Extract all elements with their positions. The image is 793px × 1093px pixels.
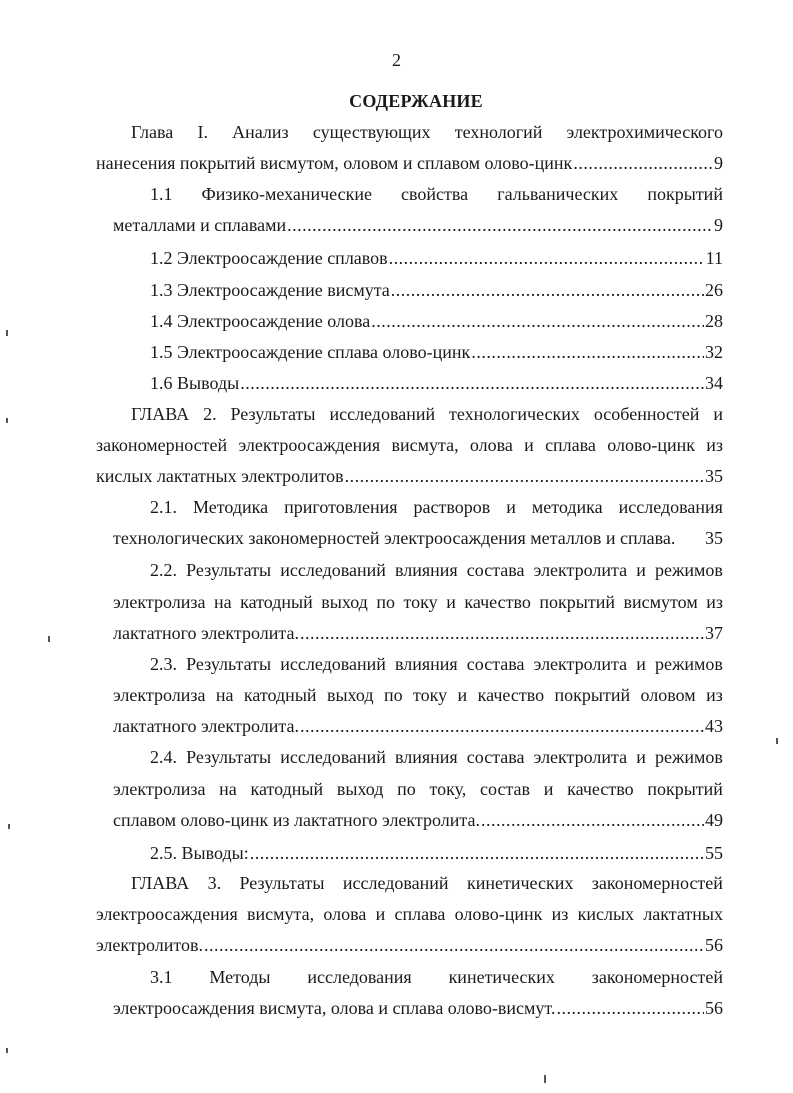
toc-entry-text: 2.5. Выводы: xyxy=(150,843,249,863)
toc-word: выход xyxy=(321,592,368,612)
toc-chapter-2-line-3[interactable] xyxy=(96,466,723,486)
dot-leader xyxy=(389,248,705,268)
toc-word: и xyxy=(446,592,456,612)
toc-word: приготовления xyxy=(284,497,398,517)
toc-word: на xyxy=(219,779,237,799)
toc-word: катодный xyxy=(243,685,317,705)
toc-word: Глава xyxy=(131,122,174,142)
toc-word: и xyxy=(636,560,646,580)
toc-chapter-3-line-2 xyxy=(96,904,723,924)
toc-section-1-5[interactable] xyxy=(150,342,723,362)
dot-leader xyxy=(287,215,713,235)
toc-word: закономерностей xyxy=(591,967,723,987)
scan-speck xyxy=(6,1048,8,1053)
toc-entry-text: технологических закономерностей электроосаждения металлов и сплава. xyxy=(113,528,676,548)
toc-chapter-2-line-2 xyxy=(96,435,723,455)
toc-word: Анализ xyxy=(232,122,289,142)
toc-entry-text: 1.3 Электроосаждение висмута xyxy=(150,280,390,300)
toc-word: олова xyxy=(469,435,513,455)
toc-page-number: 49 xyxy=(705,810,723,830)
toc-word: кинетических xyxy=(448,967,555,987)
toc-word: катодный xyxy=(240,592,313,612)
toc-word: электролиза xyxy=(113,592,206,612)
toc-word: кислых xyxy=(577,904,635,924)
toc-word: состав xyxy=(480,779,531,799)
toc-page-number: 35 xyxy=(705,466,723,486)
toc-word: покрытий xyxy=(647,779,723,799)
toc-word: Физико-механические xyxy=(201,184,372,204)
toc-section-1-1-line-2[interactable] xyxy=(113,215,723,235)
toc-page-number: 35 xyxy=(705,528,723,548)
toc-word: висмута, xyxy=(391,435,459,455)
scan-speck xyxy=(6,418,8,423)
toc-section-2-1-line-1 xyxy=(150,497,723,517)
toc-word: и xyxy=(543,779,554,799)
toc-word: исследования xyxy=(618,497,723,517)
toc-section-2-3-line-3[interactable] xyxy=(113,716,723,736)
toc-word: Результаты xyxy=(186,747,272,767)
toc-word: исследований xyxy=(329,404,436,424)
dot-leader xyxy=(204,935,704,955)
toc-word: току xyxy=(403,592,438,612)
toc-entry-text: кислых лактатных электролитов xyxy=(96,466,344,486)
toc-word: 2.1. xyxy=(150,497,177,517)
toc-page-number: 34 xyxy=(705,373,723,393)
toc-word: гальванических xyxy=(497,184,619,204)
toc-word: и xyxy=(713,404,723,424)
toc-page-number: 32 xyxy=(705,342,723,362)
toc-word: 2. xyxy=(203,404,217,424)
toc-entry-text: лактатного электролита. xyxy=(113,716,299,736)
toc-section-2-4-line-1 xyxy=(150,747,723,767)
toc-word: и xyxy=(636,654,646,674)
toc-entry-text: лактатного электролита. xyxy=(113,623,299,643)
toc-word: из xyxy=(706,435,723,455)
toc-chapter-1-line-2[interactable] xyxy=(96,153,723,173)
toc-word: свойства xyxy=(401,184,469,204)
scan-speck xyxy=(8,824,10,829)
toc-word: 2.2. xyxy=(150,560,177,580)
toc-entry-text: 1.4 Электроосаждение олова xyxy=(150,311,371,331)
toc-word: Методы xyxy=(209,967,271,987)
dot-leader xyxy=(300,716,704,736)
toc-section-1-6[interactable] xyxy=(150,373,723,393)
toc-word: лактатных xyxy=(643,904,723,924)
toc-word: электроосаждения xyxy=(238,435,381,455)
toc-word: по xyxy=(383,685,403,705)
toc-word: Результаты xyxy=(186,654,272,674)
dot-leader xyxy=(556,998,704,1018)
toc-section-2-2-line-2 xyxy=(113,592,723,612)
toc-section-2-3-line-2 xyxy=(113,685,723,705)
toc-word: режимов xyxy=(654,747,723,767)
toc-word: электролита xyxy=(533,654,628,674)
toc-word: режимов xyxy=(654,560,723,580)
toc-word: выход xyxy=(326,685,374,705)
toc-word: влияния xyxy=(394,560,458,580)
toc-word: 3. xyxy=(207,873,222,893)
scan-speck xyxy=(544,1075,546,1083)
toc-word: состава xyxy=(466,654,525,674)
toc-word: технологий xyxy=(454,122,543,142)
toc-word: из xyxy=(706,592,723,612)
toc-word: и xyxy=(506,497,516,517)
toc-entry-text: электролитов. xyxy=(96,935,203,955)
toc-word: 3.1 xyxy=(150,967,173,987)
toc-word: току, xyxy=(429,779,467,799)
toc-section-2-1-line-2[interactable] xyxy=(113,528,723,548)
toc-word: состава xyxy=(466,747,525,767)
toc-word: и xyxy=(375,904,386,924)
toc-word: режимов xyxy=(654,654,723,674)
toc-word: по xyxy=(376,592,396,612)
scan-speck xyxy=(6,330,8,336)
toc-word: влияния xyxy=(394,747,458,767)
toc-word: I. xyxy=(197,122,208,142)
toc-entry-text: 1.2 Электроосаждение сплавов xyxy=(150,248,388,268)
toc-word: электролиза xyxy=(113,685,206,705)
toc-word: ГЛАВА xyxy=(131,873,190,893)
toc-word: покрытий xyxy=(539,592,615,612)
toc-word: качество xyxy=(464,592,531,612)
toc-word: Результаты xyxy=(186,560,272,580)
page-number: 2 xyxy=(392,50,401,70)
toc-word: Результаты xyxy=(239,873,325,893)
toc-word: олово-цинк xyxy=(454,904,543,924)
page-title: СОДЕРЖАНИЕ xyxy=(349,91,483,111)
toc-section-2-4-line-2 xyxy=(113,779,723,799)
toc-word: Методика xyxy=(193,497,269,517)
toc-word: оловом xyxy=(640,685,696,705)
toc-word: и xyxy=(636,747,646,767)
toc-word: качество xyxy=(477,685,545,705)
toc-word: покрытий xyxy=(554,685,631,705)
dot-leader xyxy=(471,342,704,362)
toc-word: исследования xyxy=(307,967,412,987)
toc-word: электролиза xyxy=(113,779,206,799)
dot-leader xyxy=(345,466,704,486)
toc-word: сплава xyxy=(394,904,446,924)
toc-entry-text: металлами и сплавами xyxy=(113,215,287,235)
toc-chapter-3-line-3[interactable] xyxy=(96,935,723,955)
toc-word: методика xyxy=(531,497,603,517)
toc-word: на xyxy=(215,685,234,705)
toc-section-2-3-line-1 xyxy=(150,654,723,674)
toc-entry-text: электроосаждения висмута, олова и сплава олово-висмут. xyxy=(113,998,556,1018)
toc-word: висмута, xyxy=(247,904,315,924)
dot-leader xyxy=(481,810,704,830)
toc-word: ГЛАВА xyxy=(131,404,190,424)
toc-word: электролита xyxy=(533,560,628,580)
toc-page-number: 55 xyxy=(705,843,723,863)
toc-word: и xyxy=(524,435,534,455)
toc-page-number: 43 xyxy=(705,716,723,736)
toc-word: висмутом xyxy=(623,592,698,612)
toc-entry-text: 1.6 Выводы xyxy=(150,373,240,393)
toc-word: электролита xyxy=(533,747,628,767)
toc-section-1-3[interactable] xyxy=(150,280,723,300)
toc-section-2-2-line-1 xyxy=(150,560,723,580)
toc-word: Результаты xyxy=(230,404,316,424)
toc-word: сплава xyxy=(545,435,596,455)
toc-section-1-1-line-1 xyxy=(150,184,723,204)
toc-chapter-2-line-1 xyxy=(131,404,723,424)
toc-section-2-5[interactable] xyxy=(150,843,723,863)
dot-leader xyxy=(371,311,704,331)
toc-word: качество xyxy=(567,779,634,799)
toc-entry-text: нанесения покрытий висмутом, оловом и сплавом олово-цинк xyxy=(96,153,573,173)
toc-word: на xyxy=(213,592,232,612)
toc-word: закономерностей xyxy=(96,435,228,455)
toc-chapter-1-line-1 xyxy=(131,122,723,142)
toc-word: 2.3. xyxy=(150,654,177,674)
dot-leader xyxy=(300,623,704,643)
dot-leader xyxy=(250,843,704,863)
toc-word: влияния xyxy=(394,654,458,674)
toc-word: олово-цинк xyxy=(607,435,695,455)
toc-chapter-3-line-1 xyxy=(131,873,723,893)
scan-speck xyxy=(48,636,50,642)
toc-word: току xyxy=(413,685,448,705)
toc-word: и xyxy=(457,685,468,705)
toc-word: катодный xyxy=(250,779,324,799)
toc-word: растворов xyxy=(413,497,491,517)
toc-page-number: 37 xyxy=(705,623,723,643)
toc-word: электроосаждения xyxy=(96,904,238,924)
toc-word: технологических xyxy=(449,404,580,424)
scan-speck xyxy=(776,738,778,744)
toc-word: исследований xyxy=(342,873,449,893)
toc-word: из xyxy=(706,685,723,705)
toc-word: исследований xyxy=(280,560,386,580)
toc-word: исследований xyxy=(280,654,386,674)
toc-page-number: 26 xyxy=(705,280,723,300)
toc-entry-text: сплавом олово-цинк из лактатного электролита. xyxy=(113,810,480,830)
toc-section-1-4[interactable] xyxy=(150,311,723,331)
toc-word: покрытий xyxy=(647,184,723,204)
toc-page-number: 11 xyxy=(705,248,723,268)
toc-word: существующих xyxy=(312,122,431,142)
dot-leader xyxy=(573,153,713,173)
toc-word: особенностей xyxy=(593,404,700,424)
toc-word: состава xyxy=(466,560,525,580)
toc-word: закономерностей xyxy=(591,873,723,893)
toc-word: 1.1 xyxy=(150,184,173,204)
toc-word: электрохимического xyxy=(566,122,723,142)
toc-word: выход xyxy=(336,779,384,799)
toc-section-3-1-line-2[interactable] xyxy=(113,998,723,1018)
toc-section-2-2-line-3[interactable] xyxy=(113,623,723,643)
toc-section-1-2[interactable] xyxy=(150,248,723,268)
toc-section-2-4-line-3[interactable] xyxy=(113,810,723,830)
toc-page-number: 28 xyxy=(705,311,723,331)
toc-section-3-1-line-1 xyxy=(150,967,723,987)
toc-word: исследований xyxy=(280,747,386,767)
toc-word: олова xyxy=(323,904,367,924)
toc-page-number: 56 xyxy=(705,998,723,1018)
toc-word: кинетических xyxy=(466,873,574,893)
toc-page-number: 56 xyxy=(705,935,723,955)
toc-word: из xyxy=(551,904,569,924)
toc-word: по xyxy=(397,779,416,799)
toc-entry-text: 1.5 Электроосаждение сплава олово-цинк xyxy=(150,342,471,362)
dot-leader xyxy=(240,373,704,393)
dot-leader xyxy=(391,280,704,300)
toc-page-number: 9 xyxy=(714,153,723,173)
toc-word: 2.4. xyxy=(150,747,177,767)
toc-page-number: 9 xyxy=(714,215,723,235)
